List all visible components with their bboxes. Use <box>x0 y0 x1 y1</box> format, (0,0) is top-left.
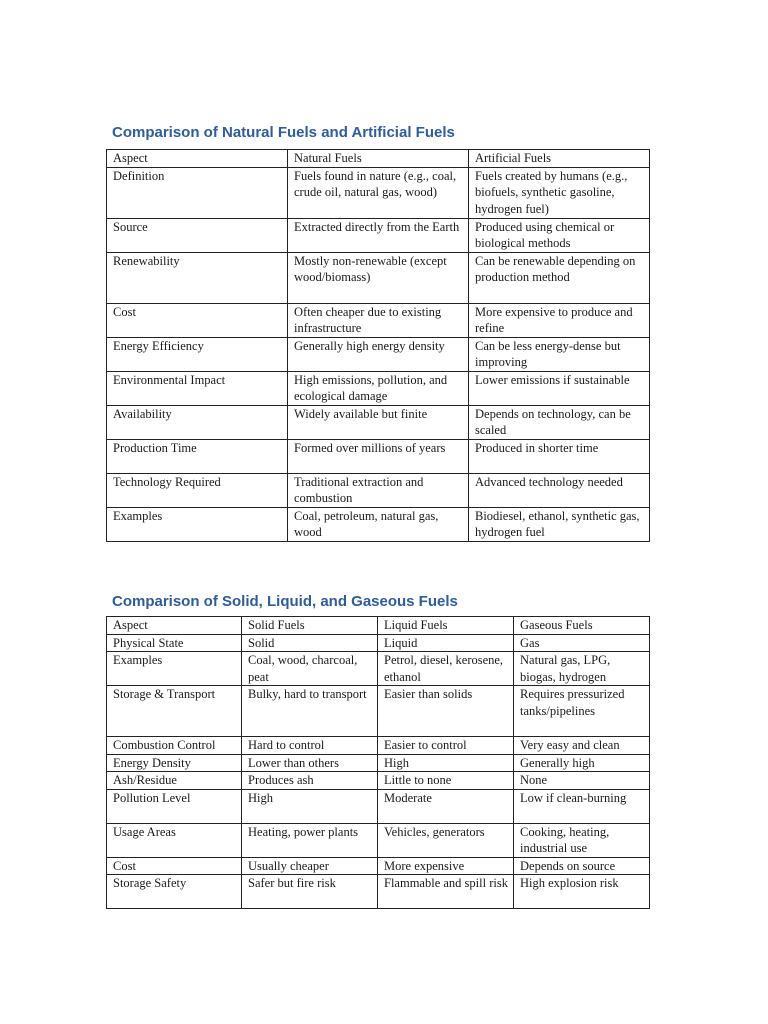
row-label-cell: Ash/Residue <box>107 772 242 790</box>
table-cell: Advanced technology needed <box>469 473 650 507</box>
table-cell: Generally high energy density <box>288 337 469 371</box>
table-cell: High <box>242 789 378 823</box>
table2-title: Comparison of Solid, Liquid, and Gaseous Fuels <box>112 593 458 610</box>
row-label-cell: Physical State <box>107 634 242 652</box>
row-label-cell: Production Time <box>107 439 288 473</box>
table-cell: Easier to control <box>378 737 514 755</box>
table-cell: High explosion risk <box>514 875 650 909</box>
table-row <box>107 875 650 909</box>
table-row <box>107 371 650 405</box>
row-label-cell: Availability <box>107 405 288 439</box>
table-cell: Mostly non-renewable (except wood/biomass) <box>288 252 469 303</box>
natural-vs-artificial-table <box>106 149 650 542</box>
table-cell: Formed over millions of years <box>288 439 469 473</box>
table-cell: More expensive <box>378 857 514 875</box>
table-row <box>107 634 650 652</box>
table-cell: Generally high <box>514 754 650 772</box>
table-cell: Natural gas, LPG, biogas, hydrogen <box>514 652 650 686</box>
row-label-cell: Technology Required <box>107 473 288 507</box>
table-cell: Cooking, heating, industrial use <box>514 823 650 857</box>
column-header-cell: Artificial Fuels <box>469 150 650 168</box>
table-cell: Fuels found in nature (e.g., coal, crude oil, natural gas, wood) <box>288 167 469 218</box>
table-cell: High emissions, pollution, and ecological damage <box>288 371 469 405</box>
table-cell: Depends on technology, can be scaled <box>469 405 650 439</box>
table-cell: Liquid <box>378 634 514 652</box>
table-header-row <box>107 617 650 635</box>
table-cell: Lower emissions if sustainable <box>469 371 650 405</box>
table-row <box>107 405 650 439</box>
row-label-cell: Pollution Level <box>107 789 242 823</box>
column-header-cell: Liquid Fuels <box>378 617 514 635</box>
table-row <box>107 857 650 875</box>
column-header-cell: Gaseous Fuels <box>514 617 650 635</box>
table-cell: Solid <box>242 634 378 652</box>
table-cell: Heating, power plants <box>242 823 378 857</box>
table-header-row <box>107 150 650 168</box>
table-cell: Coal, wood, charcoal, peat <box>242 652 378 686</box>
table-cell: Moderate <box>378 789 514 823</box>
table-cell: Extracted directly from the Earth <box>288 218 469 252</box>
table-row <box>107 737 650 755</box>
table-cell: Petrol, diesel, kerosene, ethanol <box>378 652 514 686</box>
column-header-cell: Natural Fuels <box>288 150 469 168</box>
table-cell: Very easy and clean <box>514 737 650 755</box>
table-cell: Usually cheaper <box>242 857 378 875</box>
table-cell: Often cheaper due to existing infrastructure <box>288 303 469 337</box>
table-cell: Traditional extraction and combustion <box>288 473 469 507</box>
column-header-cell: Solid Fuels <box>242 617 378 635</box>
table-row <box>107 167 650 218</box>
table-cell: Can be renewable depending on production method <box>469 252 650 303</box>
table-cell: Safer but fire risk <box>242 875 378 909</box>
column-header-cell: Aspect <box>107 150 288 168</box>
table-row <box>107 507 650 541</box>
table-row <box>107 772 650 790</box>
table-cell: Produced in shorter time <box>469 439 650 473</box>
table-cell: Lower than others <box>242 754 378 772</box>
row-label-cell: Storage Safety <box>107 875 242 909</box>
row-label-cell: Usage Areas <box>107 823 242 857</box>
row-label-cell: Energy Density <box>107 754 242 772</box>
table-cell: Vehicles, generators <box>378 823 514 857</box>
table-cell: None <box>514 772 650 790</box>
table-cell: Easier than solids <box>378 686 514 737</box>
table-row <box>107 439 650 473</box>
row-label-cell: Source <box>107 218 288 252</box>
table-cell: Flammable and spill risk <box>378 875 514 909</box>
table-cell: Low if clean-burning <box>514 789 650 823</box>
table-cell: Depends on source <box>514 857 650 875</box>
table-cell: Bulky, hard to transport <box>242 686 378 737</box>
row-label-cell: Renewability <box>107 252 288 303</box>
table-row <box>107 337 650 371</box>
table-cell: Can be less energy-dense but improving <box>469 337 650 371</box>
table-cell: Coal, petroleum, natural gas, wood <box>288 507 469 541</box>
row-label-cell: Environmental Impact <box>107 371 288 405</box>
table-row <box>107 652 650 686</box>
table-row <box>107 473 650 507</box>
table-cell: Biodiesel, ethanol, synthetic gas, hydrogen fuel <box>469 507 650 541</box>
row-label-cell: Energy Efficiency <box>107 337 288 371</box>
table-row <box>107 252 650 303</box>
row-label-cell: Definition <box>107 167 288 218</box>
table-row <box>107 686 650 737</box>
table-cell: Produced using chemical or biological methods <box>469 218 650 252</box>
solid-liquid-gaseous-table <box>106 616 650 909</box>
table-cell: Requires pressurized tanks/pipelines <box>514 686 650 737</box>
row-label-cell: Cost <box>107 857 242 875</box>
table-row <box>107 218 650 252</box>
table-cell: Fuels created by humans (e.g., biofuels, synthetic gasoline, hydrogen fuel) <box>469 167 650 218</box>
table-row <box>107 789 650 823</box>
table-cell: Gas <box>514 634 650 652</box>
table-row <box>107 823 650 857</box>
table-row <box>107 754 650 772</box>
table-cell: Widely available but finite <box>288 405 469 439</box>
row-label-cell: Combustion Control <box>107 737 242 755</box>
row-label-cell: Storage & Transport <box>107 686 242 737</box>
table-cell: High <box>378 754 514 772</box>
table-cell: More expensive to produce and refine <box>469 303 650 337</box>
row-label-cell: Cost <box>107 303 288 337</box>
column-header-cell: Aspect <box>107 617 242 635</box>
table1-title: Comparison of Natural Fuels and Artificial Fuels <box>112 124 455 141</box>
table-row <box>107 303 650 337</box>
table-cell: Hard to control <box>242 737 378 755</box>
table-cell: Produces ash <box>242 772 378 790</box>
row-label-cell: Examples <box>107 652 242 686</box>
row-label-cell: Examples <box>107 507 288 541</box>
table-cell: Little to none <box>378 772 514 790</box>
